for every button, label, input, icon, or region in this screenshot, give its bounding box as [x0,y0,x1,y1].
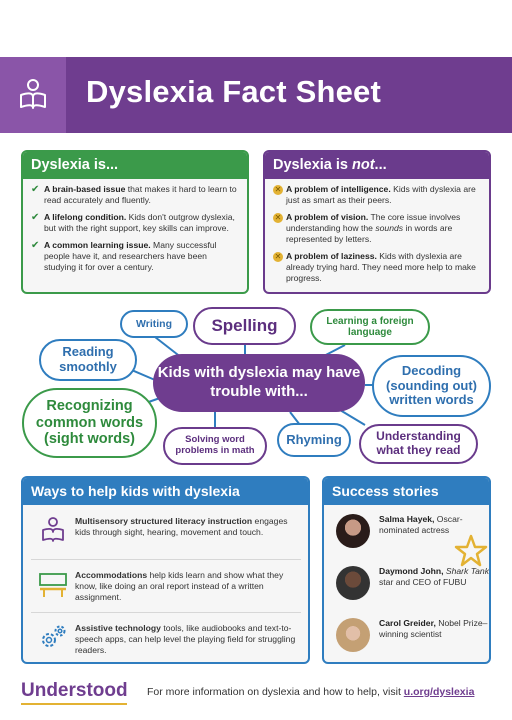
list-item [273,212,481,245]
desk-icon [37,570,69,598]
bubble-recognizing-words: Recognizing common words (sight words) [22,388,157,458]
item-text: The core issue involves understanding how the [286,212,461,233]
item-text: Kids with dyslexia are just as smart as their peers. [286,184,476,205]
success-title: Success stories [324,478,489,505]
list-item [273,184,481,206]
person-desc: star and CEO of FUBU [379,577,467,587]
avatar [336,514,370,548]
bubble-decoding: Decoding (sounding out) written words [372,355,491,417]
item-emphasis: sounds [375,223,404,233]
item-bold: A problem of vision. [286,212,369,222]
way-text: engages kids through sight, hearing, movement and touch. [75,516,288,537]
person-name: Salma Hayek, [379,514,435,524]
list-item [31,240,239,273]
way-bold: Assistive technology [75,623,161,633]
item-bold: A problem of laziness. [286,251,377,261]
check-icon: ✔ [31,212,40,223]
way-bold: Accommodations [75,570,148,580]
avatar [336,566,370,600]
ways-to-help-box [21,476,310,664]
bubble-reading-smoothly: Reading smoothly [39,339,137,381]
person-name: Carol Greider, [379,618,436,628]
bubble-foreign-language: Learning a foreign language [310,309,430,345]
way-text: help kids learn and show what they know, like doing an oral report instead of a written assignment. [75,570,284,602]
footer-info: For more information on dyslexia and how to help, visit [147,686,404,698]
item-bold: A problem of intelligence. [286,184,391,194]
item-text: that makes it hard to learn to read accurately and fluently. [44,184,237,205]
star-icon [454,534,488,568]
header-icon-box [0,57,66,133]
item-bold: A lifelong condition. [44,212,127,222]
check-icon: ✔ [31,240,40,251]
page-title: Dyslexia Fact Sheet [86,74,382,109]
bubble-rhyming: Rhyming [277,423,351,457]
item-bold: A common learning issue. [44,240,151,250]
person-desc: Oscar-nominated actress [379,514,463,535]
dyslexia-is-box [21,150,249,294]
x-mark-icon: ✕ [274,252,282,261]
list-item [31,212,239,234]
reading-book-icon [39,516,67,544]
divider [31,559,301,560]
dyslexia-is-not-box [263,150,491,294]
understood-logo: Understood [21,680,128,701]
bubble-writing: Writing [120,310,188,338]
way-text: tools, like audiobooks and text-to-speech apps, can help level the playing field for struggling readers. [75,623,296,655]
logo-underline [21,703,127,705]
x-mark-icon: ✕ [274,213,282,222]
check-icon: ✔ [31,184,40,195]
footer-link[interactable]: u.org/dyslexia [403,686,475,698]
item-text: Kids with dyslexia are already trying hard. They need more help to make progress. [286,251,476,283]
person-item [336,566,489,600]
success-stories-box [322,476,491,664]
reading-person-icon [15,77,51,113]
person-desc: Nobel Prize–winning scientist [379,618,488,639]
avatar [336,618,370,652]
way-item [31,516,301,544]
bubble-word-problems: Solving word problems in math [163,427,267,465]
center-bubble: Kids with dyslexia may have trouble with... [153,354,365,412]
dyslexia-is-not-title [265,152,489,179]
divider [31,612,301,613]
footer-text [147,686,474,698]
item-text: Kids don't outgrow dyslexia, but with the right support, key skills can improve. [44,212,235,233]
title-prefix: Dyslexia is [273,157,352,173]
item-text: in words are represented by letters. [286,223,453,244]
x-mark-icon: ✕ [274,185,282,194]
bubble-understanding: Understanding what they read [359,424,478,464]
gears-icon [38,623,68,651]
bubble-spelling: Spelling [193,307,296,345]
ways-title: Ways to help kids with dyslexia [23,478,308,505]
item-text: Many successful people have it, and researchers have been studying it for over a century. [44,240,217,272]
item-bold: A brain-based issue [44,184,126,194]
way-item [31,623,301,656]
title-emphasis: not [352,157,375,173]
way-bold: Multisensory structured literacy instruction [75,516,253,526]
list-item [273,251,481,284]
title-suffix: ... [374,157,387,173]
dyslexia-is-title: Dyslexia is... [23,152,247,179]
person-desc-emphasis: Shark Tank [443,566,490,576]
list-item [31,184,239,206]
person-item [336,618,489,652]
person-name: Daymond John, [379,566,444,576]
way-item [31,570,301,603]
